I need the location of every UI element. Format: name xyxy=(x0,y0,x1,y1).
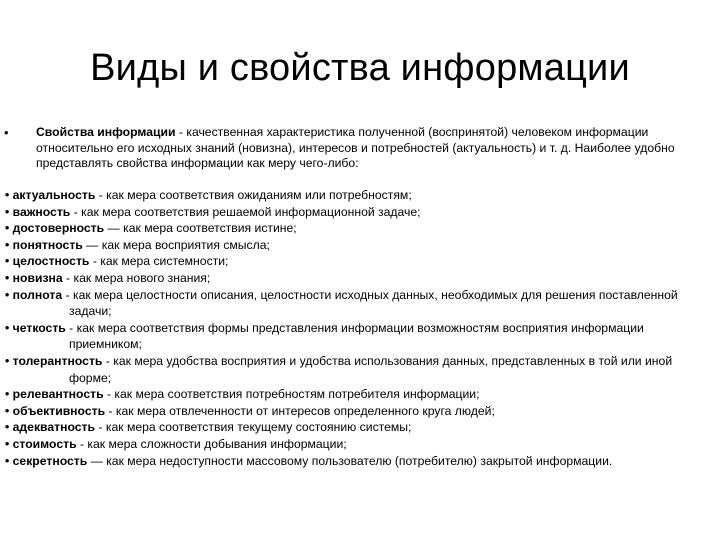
bullet: • xyxy=(5,353,13,368)
intro-text xyxy=(36,125,704,172)
property-item-precision xyxy=(5,320,705,353)
bullet: • xyxy=(5,453,13,468)
property-term: стоимость xyxy=(12,436,77,451)
property-term: секретность xyxy=(12,453,88,468)
bullet: • xyxy=(5,237,13,252)
property-item-relevance xyxy=(5,386,705,403)
property-description: - как мера соответствия ожиданиям или потребностям; xyxy=(95,188,412,202)
property-item-tolerance xyxy=(5,353,705,386)
property-item-novelty xyxy=(5,270,705,287)
bullet: • xyxy=(5,287,13,302)
property-description: - как мера соответствия формы представления информации возможностям восприятия информации приемником; xyxy=(65,320,644,352)
bullet: • xyxy=(5,221,13,236)
bullet: • xyxy=(5,403,13,418)
property-description: — как мера недоступности массовому пользователю (потребителю) закрытой информации. xyxy=(87,453,613,468)
property-description: - как мера целостности описания, целостности исходных данных, необходимых для решения поставленной задачи; xyxy=(62,287,678,319)
property-term: важность xyxy=(12,204,71,219)
property-term: объективность xyxy=(12,403,106,418)
property-description: - как мера удобства восприятия и удобства использования данных, представленных в той или иной форме; xyxy=(69,353,673,385)
property-term: актуальность xyxy=(12,188,96,202)
property-term: понятность xyxy=(12,237,83,252)
bullet: • xyxy=(5,387,13,402)
property-item-completeness xyxy=(5,287,705,320)
property-term: полнота xyxy=(12,287,63,302)
intro-description: - качественная характеристика полученной (воспринятой) человеком информации относительно его исходных знаний (новизна), интересов и потребностей (актуальность) и т. д. Наиболее удобно представлять свойства информации как меру чего-либо: xyxy=(36,125,675,170)
property-description: - как мера системности; xyxy=(89,254,229,269)
bullet: • xyxy=(5,320,13,335)
bullet: • xyxy=(5,254,13,269)
slide-title: Виды и свойства информации xyxy=(90,47,630,89)
bullet: • xyxy=(5,270,13,285)
intro-term: Свойства информации xyxy=(36,125,176,139)
property-term: толерантность xyxy=(12,353,103,368)
property-item-cost xyxy=(5,436,705,453)
property-term: достоверность xyxy=(12,221,105,236)
property-item-reliability xyxy=(5,220,705,237)
property-description: - как мера соответствия потребностям потребителя информации; xyxy=(103,387,480,402)
property-description: - как мера соответствия текущему состоянию системы; xyxy=(95,420,412,435)
property-term: целостность xyxy=(12,254,90,269)
property-description: — как мера восприятия смысла; xyxy=(82,237,270,252)
property-item-integrity xyxy=(5,253,705,270)
property-description: - как мера сложности добывания информации; xyxy=(76,436,347,451)
property-term: новизна xyxy=(12,270,63,285)
property-description: - как мера отвлеченности от интересов определенного круга людей; xyxy=(105,403,495,418)
intro-bullet: • xyxy=(4,125,9,140)
property-description: - как мера соответствия решаемой информационной задаче; xyxy=(70,204,421,219)
property-item-objectivity xyxy=(5,403,705,420)
property-item-relevance-current xyxy=(5,187,705,204)
property-term: четкость xyxy=(12,320,66,335)
property-item-secrecy xyxy=(5,453,705,470)
property-term: адекватность xyxy=(12,420,96,435)
property-term: релевантность xyxy=(12,387,104,402)
bullet: • xyxy=(5,204,13,219)
bullet: • xyxy=(5,188,13,202)
properties-list xyxy=(5,187,705,469)
property-description: — как мера соответствия истине; xyxy=(104,221,297,236)
property-item-importance xyxy=(5,204,705,221)
property-description: - как мера нового знания; xyxy=(62,270,211,285)
bullet: • xyxy=(5,436,13,451)
property-item-adequacy xyxy=(5,419,705,436)
bullet: • xyxy=(5,420,13,435)
property-item-clarity xyxy=(5,237,705,254)
intro-paragraph xyxy=(4,125,704,172)
